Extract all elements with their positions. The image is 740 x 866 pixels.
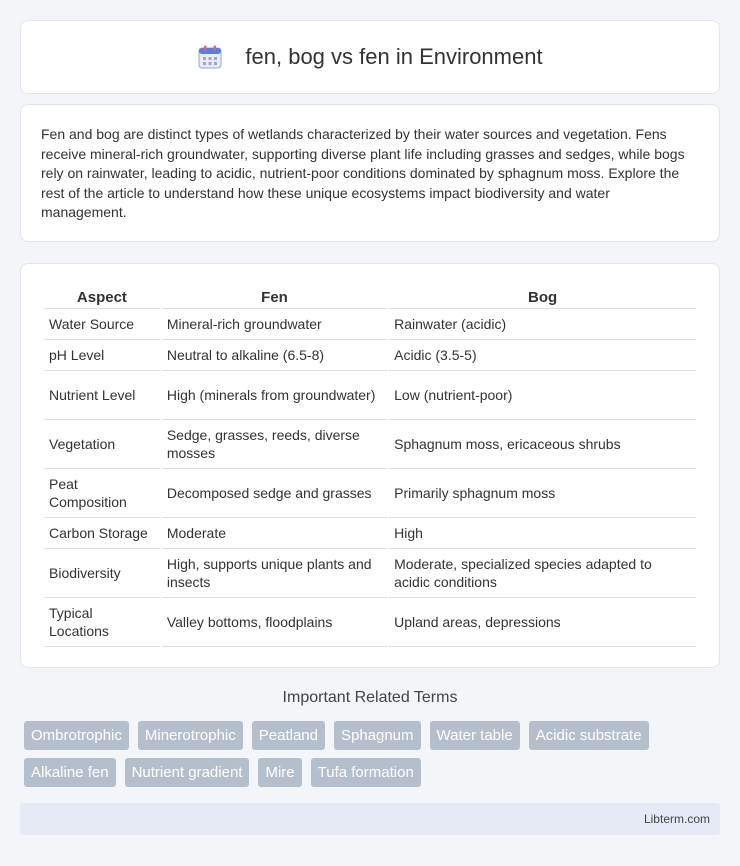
term-tag[interactable]: Acidic substrate <box>529 721 649 750</box>
table-cell: Acidic (3.5-5) <box>389 340 696 371</box>
page-title: fen, bog vs fen in Environment <box>245 44 543 69</box>
term-tag[interactable]: Tufa formation <box>311 758 421 787</box>
table-cell: Biodiversity <box>44 549 160 598</box>
table-row <box>44 420 696 469</box>
table-cell: Sedge, grasses, reeds, diverse mosses <box>162 420 387 469</box>
table-cell: Water Source <box>44 309 160 340</box>
table-header-row <box>44 284 696 309</box>
term-tag[interactable]: Water table <box>430 721 520 750</box>
term-tag[interactable]: Nutrient gradient <box>125 758 250 787</box>
table-cell: Nutrient Level <box>44 371 160 420</box>
table-cell: Peat Composition <box>44 469 160 518</box>
table-cell: Valley bottoms, floodplains <box>162 598 387 647</box>
term-tag[interactable]: Alkaline fen <box>24 758 116 787</box>
table-cell: Neutral to alkaline (6.5-8) <box>162 340 387 371</box>
table-cell: Upland areas, depressions <box>389 598 696 647</box>
table-cell: Low (nutrient-poor) <box>389 371 696 420</box>
table-cell: High <box>389 518 696 549</box>
table-cell: Typical Locations <box>44 598 160 647</box>
table-row <box>44 371 696 420</box>
term-tag[interactable]: Mire <box>258 758 301 787</box>
calendar-icon <box>197 44 223 70</box>
intro-card <box>20 104 720 242</box>
term-tag[interactable]: Peatland <box>252 721 325 750</box>
table-cell: High (minerals from groundwater) <box>162 371 387 420</box>
table-cell: High, supports unique plants and insects <box>162 549 387 598</box>
table-row <box>44 518 696 549</box>
table-cell: Sphagnum moss, ericaceous shrubs <box>389 420 696 469</box>
table-cell: Vegetation <box>44 420 160 469</box>
footer-site-link[interactable]: Libterm.com <box>643 812 710 826</box>
intro-text: Fen and bog are distinct types of wetlands characterized by their water sources and vegetation. Fens receive mineral-rich groundwater, supporting diverse plant life including grasses and sedges, while bogs rely on rainwater, leading to acidic, nutrient-poor conditions dominated by sphagnum moss. Explore the rest of the article to understand how these unique ecosystems impact biodiversity and water management. <box>41 126 685 220</box>
table-cell: Primarily sphagnum moss <box>389 469 696 518</box>
footer <box>20 803 720 835</box>
header-aspect: Aspect <box>44 284 160 309</box>
table-cell: Mineral-rich groundwater <box>162 309 387 340</box>
table-cell: Moderate, specialized species adapted to acidic conditions <box>389 549 696 598</box>
table-row <box>44 340 696 371</box>
term-tag[interactable]: Ombrotrophic <box>24 721 129 750</box>
related-terms-list <box>24 721 704 787</box>
comparison-table <box>42 284 698 647</box>
table-cell: Rainwater (acidic) <box>389 309 696 340</box>
table-row <box>44 598 696 647</box>
table-cell: Decomposed sedge and grasses <box>162 469 387 518</box>
comparison-table-card <box>20 263 720 668</box>
header-card <box>20 20 720 94</box>
table-row <box>44 309 696 340</box>
header-fen: Fen <box>162 284 387 309</box>
header-bog: Bog <box>389 284 696 309</box>
table-cell: Carbon Storage <box>44 518 160 549</box>
table-row <box>44 549 696 598</box>
term-tag[interactable]: Sphagnum <box>334 721 421 750</box>
table-row <box>44 469 696 518</box>
related-terms-title: Important Related Terms <box>282 689 458 706</box>
table-cell: Moderate <box>162 518 387 549</box>
term-tag[interactable]: Minerotrophic <box>138 721 243 750</box>
table-cell: pH Level <box>44 340 160 371</box>
